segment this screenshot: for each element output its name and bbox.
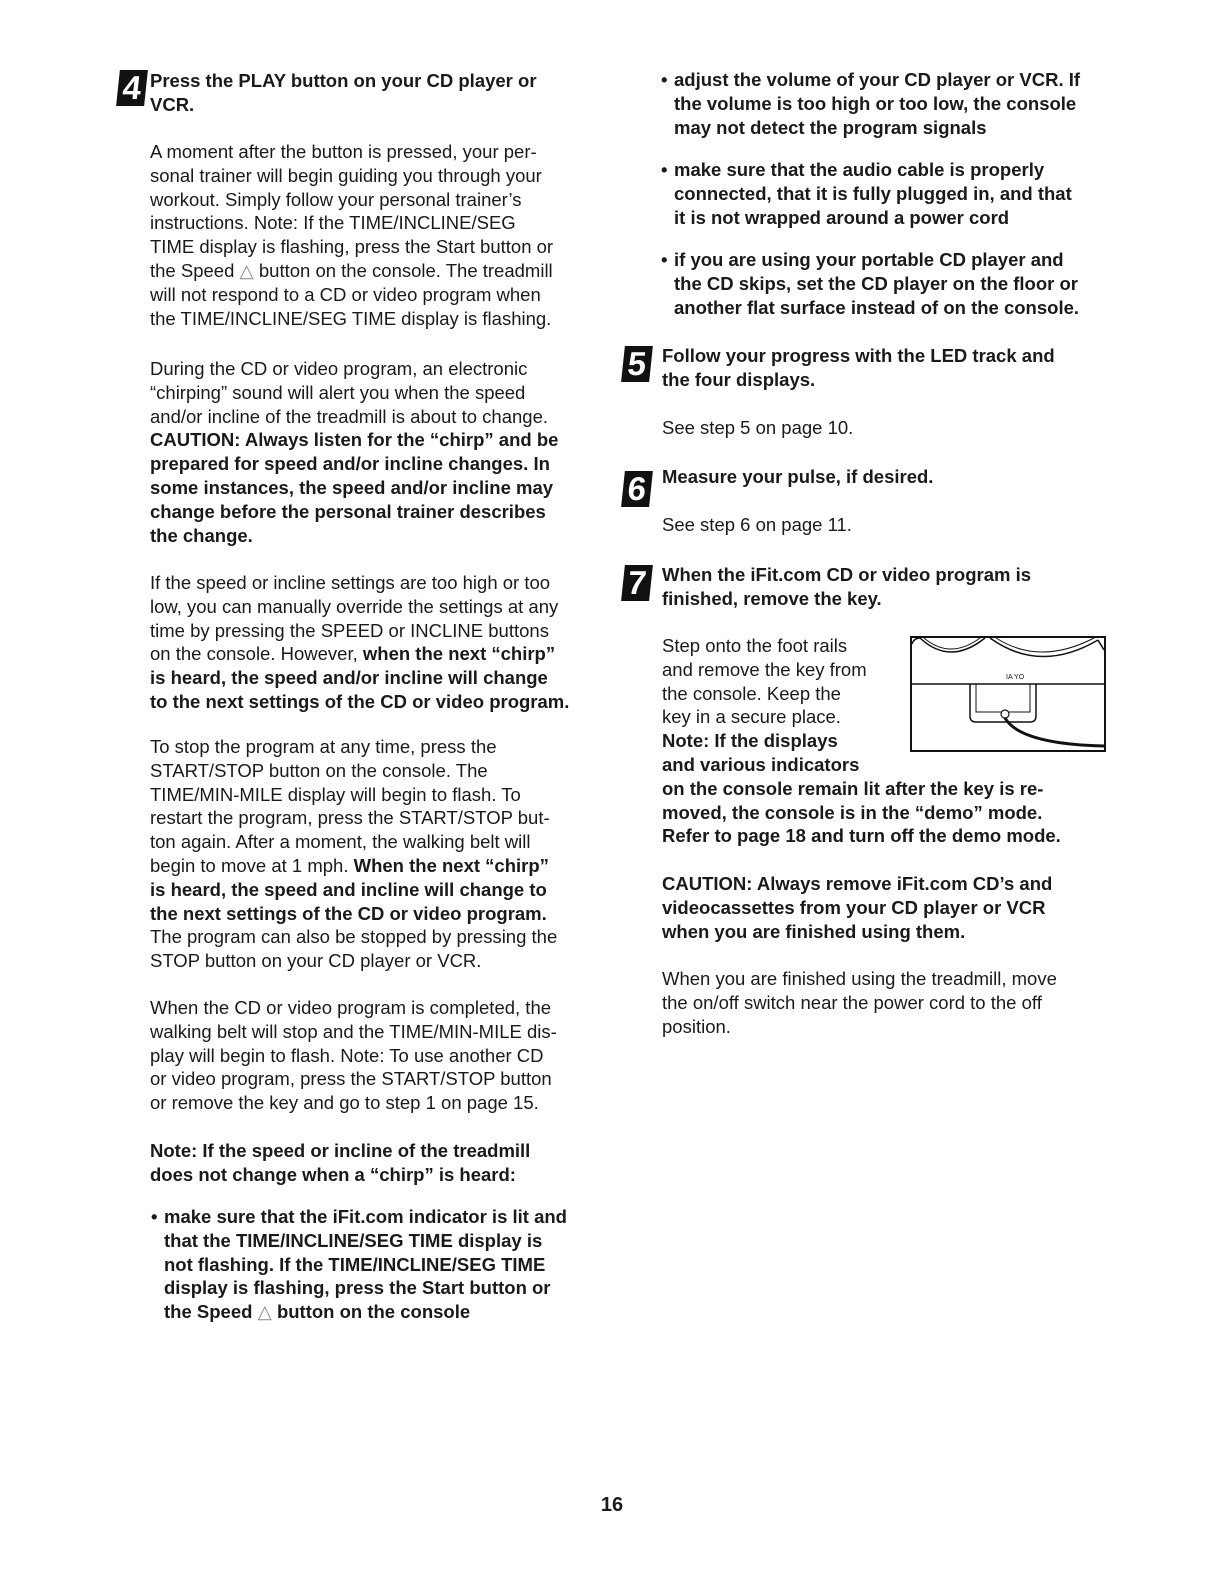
text-line: “chirping” sound will alert you when the speed	[150, 381, 526, 403]
text-line: workout. Simply follow your personal trainer’s	[150, 188, 522, 210]
text-line: connected, that it is fully plugged in, and that	[674, 182, 1072, 204]
text-line: make sure that the audio cable is properly	[674, 159, 1045, 180]
console-label: IA YO	[1006, 674, 1025, 681]
paragraph-play-instructions	[150, 140, 553, 330]
paragraph-stop-program	[150, 735, 557, 973]
text-segment: When the next “chirp”	[353, 854, 549, 876]
bullet-cd-skips	[661, 248, 1079, 319]
step-heading	[150, 69, 537, 117]
heading-line: Measure your pulse, if desired.	[662, 466, 934, 487]
heading-line: When the iFit.com CD or video program is	[662, 564, 1032, 585]
caution-line: change before the personal trainer describes	[150, 500, 546, 522]
text-line: moved, the console is in the “demo” mode.	[662, 801, 1043, 823]
bullet-audio-cable	[661, 158, 1072, 229]
text-line: and various indicators	[662, 753, 860, 775]
text-segment: on the console. However,	[150, 643, 358, 665]
step-number-badge: 5	[621, 346, 653, 382]
text-line: START/STOP button on the console. The	[150, 759, 488, 781]
paragraph-chirp	[150, 357, 558, 547]
bullet-icon: •	[661, 159, 668, 180]
text-line: Note: If the speed or incline of the treadmill	[150, 1140, 531, 1161]
text-line: to the next settings of the CD or video program.	[150, 690, 570, 712]
step-number-badge: 4	[116, 70, 148, 106]
text-line: or video program, press the START/STOP button	[150, 1068, 552, 1090]
text-segment: the Speed	[164, 1301, 253, 1323]
text-line: the CD skips, set the CD player on the floor or	[674, 272, 1078, 294]
step-heading	[662, 465, 933, 489]
text-line: During the CD or video program, an electronic	[150, 358, 528, 379]
text-line: the TIME/INCLINE/SEG TIME display is flashing.	[150, 307, 552, 329]
text-line: when you are finished using them.	[662, 920, 966, 942]
text-line: Step onto the foot rails	[662, 635, 848, 656]
heading-line: finished, remove the key.	[662, 588, 882, 609]
text-line: The program can also be stopped by pressing the	[150, 926, 558, 948]
text-line: another flat surface instead of on the console.	[674, 296, 1080, 318]
paragraph-power-off	[662, 967, 1057, 1038]
text-line: position.	[662, 1015, 731, 1037]
text-line: Note: If the displays	[662, 730, 838, 752]
text-line: time by pressing the SPEED or INCLINE buttons	[150, 619, 549, 641]
text-line	[164, 1300, 567, 1324]
bullet-ifit-indicator	[151, 1205, 567, 1324]
paragraph-override	[150, 571, 569, 714]
text-line: restart the program, press the START/STOP but-	[150, 807, 550, 829]
text-line: may not detect the program signals	[674, 116, 987, 138]
text-line: or remove the key and go to step 1 on page 15.	[150, 1092, 539, 1114]
console-key-illustration	[910, 636, 1106, 752]
text-line: make sure that the iFit.com indicator is lit and	[164, 1206, 567, 1227]
caution-line: CAUTION: Always listen for the “chirp” and be	[150, 429, 559, 451]
step-body: See step 5 on page 10.	[662, 417, 854, 438]
text-line: To stop the program at any time, press the	[150, 736, 497, 757]
text-segment: begin to move at 1 mph.	[150, 854, 349, 876]
text-segment: when the next “chirp”	[362, 643, 556, 665]
heading-line: Follow your progress with the LED track and	[662, 345, 1055, 366]
text-line: adjust the volume of your CD player or VCR. If	[674, 69, 1081, 90]
caution-line: prepared for speed and/or incline changes. In	[150, 453, 550, 475]
text-line: the on/off switch near the power cord to the off	[662, 991, 1042, 1013]
bullet-icon: •	[661, 249, 668, 270]
text-segment: button on the console	[276, 1301, 471, 1323]
text-line	[150, 642, 569, 666]
text-line: the next settings of the CD or video program.	[150, 902, 547, 924]
text-line: ton again. After a moment, the walking belt will	[150, 831, 531, 853]
bullet-icon: •	[661, 69, 668, 90]
paragraph-program-complete	[150, 996, 557, 1115]
text-line	[150, 259, 553, 283]
text-line: walking belt will stop and the TIME/MIN-MILE dis-	[150, 1020, 557, 1042]
text-line: Refer to page 18 and turn off the demo mode.	[662, 825, 1061, 847]
heading-line: the four displays.	[662, 369, 816, 390]
bullet-adjust-volume	[661, 68, 1080, 139]
heading-line: VCR.	[150, 94, 195, 115]
text-line: and/or incline of the treadmill is about to change.	[150, 405, 548, 427]
text-segment: the Speed	[150, 259, 235, 281]
text-line: that the TIME/INCLINE/SEG TIME display is	[164, 1229, 543, 1251]
speed-triangle-icon: △	[239, 259, 254, 281]
bullet-icon: •	[151, 1206, 158, 1227]
text-line: STOP button on your CD player or VCR.	[150, 950, 482, 972]
text-line: is heard, the speed and/or incline will change	[150, 667, 548, 689]
text-line: if you are using your portable CD player and	[674, 249, 1064, 270]
heading-line: Press the PLAY button on your CD player or	[150, 70, 537, 91]
text-line: on the console remain lit after the key is re-	[662, 777, 1044, 799]
text-segment: button on the console. The treadmill	[258, 259, 553, 281]
text-line: TIME display is flashing, press the Start button or	[150, 236, 554, 258]
text-line: play will begin to flash. Note: To use another CD	[150, 1044, 544, 1066]
step-heading	[662, 344, 1055, 392]
text-line: not flashing. If the TIME/INCLINE/SEG TIME	[164, 1253, 546, 1275]
text-line: is heard, the speed and incline will change to	[150, 878, 547, 900]
text-line	[150, 854, 557, 878]
speed-triangle-icon: △	[257, 1301, 272, 1323]
text-line: display is flashing, press the Start button or	[164, 1277, 551, 1299]
text-line: videocassettes from your CD player or VCR	[662, 896, 1046, 918]
caution-remove-cds	[662, 872, 1052, 943]
text-line: the console. Keep the	[662, 682, 841, 704]
text-line: low, you can manually override the settings at any	[150, 595, 559, 617]
text-line: sonal trainer will begin guiding you through your	[150, 164, 542, 186]
text-line: instructions. Note: If the TIME/INCLINE/SEG	[150, 212, 516, 234]
page-number: 16	[600, 1494, 624, 1516]
text-line: it is not wrapped around a power cord	[674, 206, 1010, 228]
text-line: key in a secure place.	[662, 706, 841, 728]
note-speed-incline	[150, 1139, 530, 1187]
text-line: If the speed or incline settings are too high or too	[150, 572, 551, 593]
text-line: When the CD or video program is completed, the	[150, 997, 552, 1018]
step-number-badge: 7	[621, 565, 653, 601]
caution-line: the change.	[150, 524, 253, 546]
step-heading	[662, 563, 1031, 611]
text-line: TIME/MIN-MILE display will begin to flash. To	[150, 783, 521, 805]
text-line: does not change when a “chirp” is heard:	[150, 1163, 516, 1185]
step-number-badge: 6	[621, 471, 653, 507]
caution-line: some instances, the speed and/or incline may	[150, 476, 554, 498]
text-line: A moment after the button is pressed, your per-	[150, 141, 537, 162]
step-body: See step 6 on page 11.	[662, 514, 852, 535]
text-line: and remove the key from	[662, 658, 867, 680]
text-line: will not respond to a CD or video program when	[150, 283, 541, 305]
text-line: When you are finished using the treadmill, move	[662, 968, 1057, 989]
text-line: the volume is too high or too low, the console	[674, 92, 1077, 114]
text-line: CAUTION: Always remove iFit.com CD’s and	[662, 873, 1053, 894]
